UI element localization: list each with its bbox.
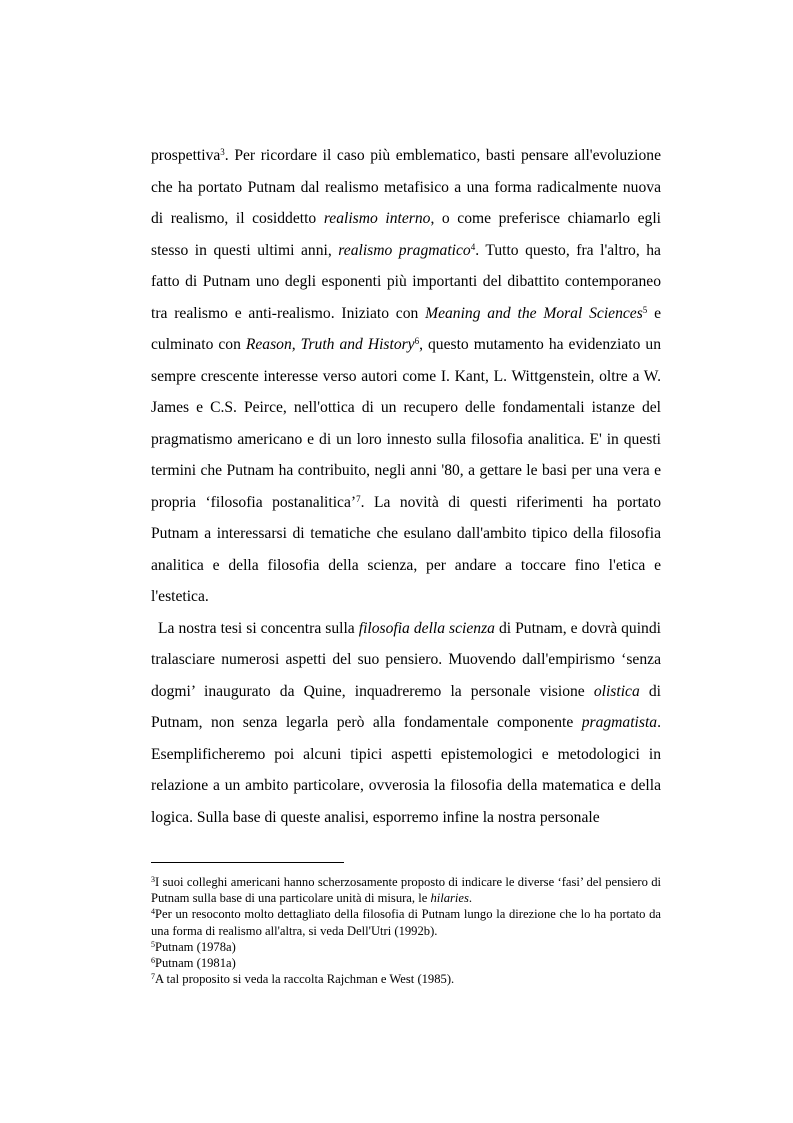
footnote-separator bbox=[151, 862, 344, 863]
footnote-number: 7 bbox=[151, 972, 155, 982]
body-text bbox=[151, 140, 661, 833]
footnote-text: A tal proposito si veda la raccolta Rajchman e West (1985). bbox=[155, 972, 455, 987]
footnote-text: I suoi colleghi americani hanno scherzosamente proposto di indicare le diverse ‘fasi’ del pensiero di Putnam sulla base di una particolare unità di misura, le bbox=[151, 875, 661, 906]
text-span: e culminato con bbox=[151, 304, 661, 353]
footnote-ref-7: 7 bbox=[356, 493, 361, 504]
footnote-ref-6: 6 bbox=[414, 336, 420, 346]
italic-title: Reason, Truth and History bbox=[245, 336, 415, 353]
footnote-5 bbox=[151, 939, 661, 955]
paragraph-2 bbox=[151, 613, 661, 834]
footnote-text: Per un resoconto molto dettagliato della filosofia di Putnam lungo la direzione che lo ha portato da una forma di realismo all'altra, si veda Dell'Utri (1992b). bbox=[151, 907, 661, 938]
italic-term: filosofia della scienza bbox=[358, 619, 495, 637]
text-span: . Esemplificheremo poi alcuni tipici aspetti epistemologici e metodologici in relazione a un ambito particolare, ovverosia la filosofia della matematica e della logica. Sulla base di queste analisi, esporremo infine la nostra personale bbox=[151, 714, 661, 826]
footnote-7 bbox=[151, 971, 661, 987]
text-span: prospettiva bbox=[151, 147, 221, 164]
italic-term: pragmatista bbox=[581, 714, 658, 731]
footnote-4 bbox=[151, 906, 661, 938]
italic-term: realismo pragmatico bbox=[338, 241, 471, 259]
footnote-number: 4 bbox=[151, 907, 155, 917]
footnote-text: Putnam (1978a) bbox=[155, 939, 236, 954]
footnote-ref-4: 4 bbox=[470, 241, 476, 252]
text-span: , questo mutamento ha evidenziato un sempre crescente interesse verso autori come I. Kant, L. Wittgenstein, oltre a W. James e C.S. Peirce, nell'ottica di un recupero delle fondamentali istanze del pragmatismo americano e di un loro innesto sulla filosofia analitica. E' in questi termini che Putnam ha contribuito, negli anni '80, a gettare le basi per una vera e propria ‘filosofia postanalitica’ bbox=[151, 336, 661, 511]
paragraph-1 bbox=[151, 140, 661, 613]
footnote-6 bbox=[151, 955, 661, 971]
text-span: . La novità di questi riferimenti ha portato Putnam a interessarsi di tematiche che esulano dall'ambito tipico della filosofia analitica e della filosofia della scienza, per andare a toccare fino l'etica e l'estetica. bbox=[151, 493, 661, 605]
italic-term: olistica bbox=[593, 682, 640, 700]
footnote-text: Putnam (1981a) bbox=[155, 956, 236, 971]
italic-title: Meaning and the Moral Sciences bbox=[425, 304, 643, 322]
footnote-number: 3 bbox=[151, 875, 155, 884]
text-span: di Putnam, non senza legarla però alla fondamentale componente bbox=[151, 682, 661, 731]
italic-term: realismo interno bbox=[323, 210, 431, 227]
text-span: . Tutto questo, fra l'altro, ha fatto di Putnam uno degli esponenti più importanti del dibattito contemporaneo tra realismo e anti-realismo. Iniziato con bbox=[151, 241, 661, 322]
footnote-number: 5 bbox=[151, 939, 155, 949]
footnotes bbox=[151, 874, 661, 987]
footnote-ref-5: 5 bbox=[642, 304, 648, 315]
text-span: La nostra tesi si concentra sulla bbox=[158, 619, 359, 637]
footnote-text: . bbox=[468, 891, 473, 906]
text-span: , o come preferisce chiamarlo egli stesso in questi ultimi anni, bbox=[151, 210, 661, 259]
text-span: . Per ricordare il caso più emblematico, basti pensare all'evoluzione che ha portato Putnam dal realismo metafisico a una forma radicalmente nuova di realismo, il cosiddetto bbox=[151, 147, 661, 227]
footnote-3 bbox=[151, 874, 661, 906]
footnote-number: 6 bbox=[151, 956, 155, 966]
text-span: di Putnam, e dovrà quindi tralasciare numerosi aspetti del suo pensiero. Muovendo dall'empirismo ‘senza dogmi’ inaugurato da Quine, inquadreremo la personale visione bbox=[151, 619, 661, 700]
footnote-ref-3: 3 bbox=[220, 147, 225, 157]
italic-term: hilaries bbox=[430, 891, 469, 906]
